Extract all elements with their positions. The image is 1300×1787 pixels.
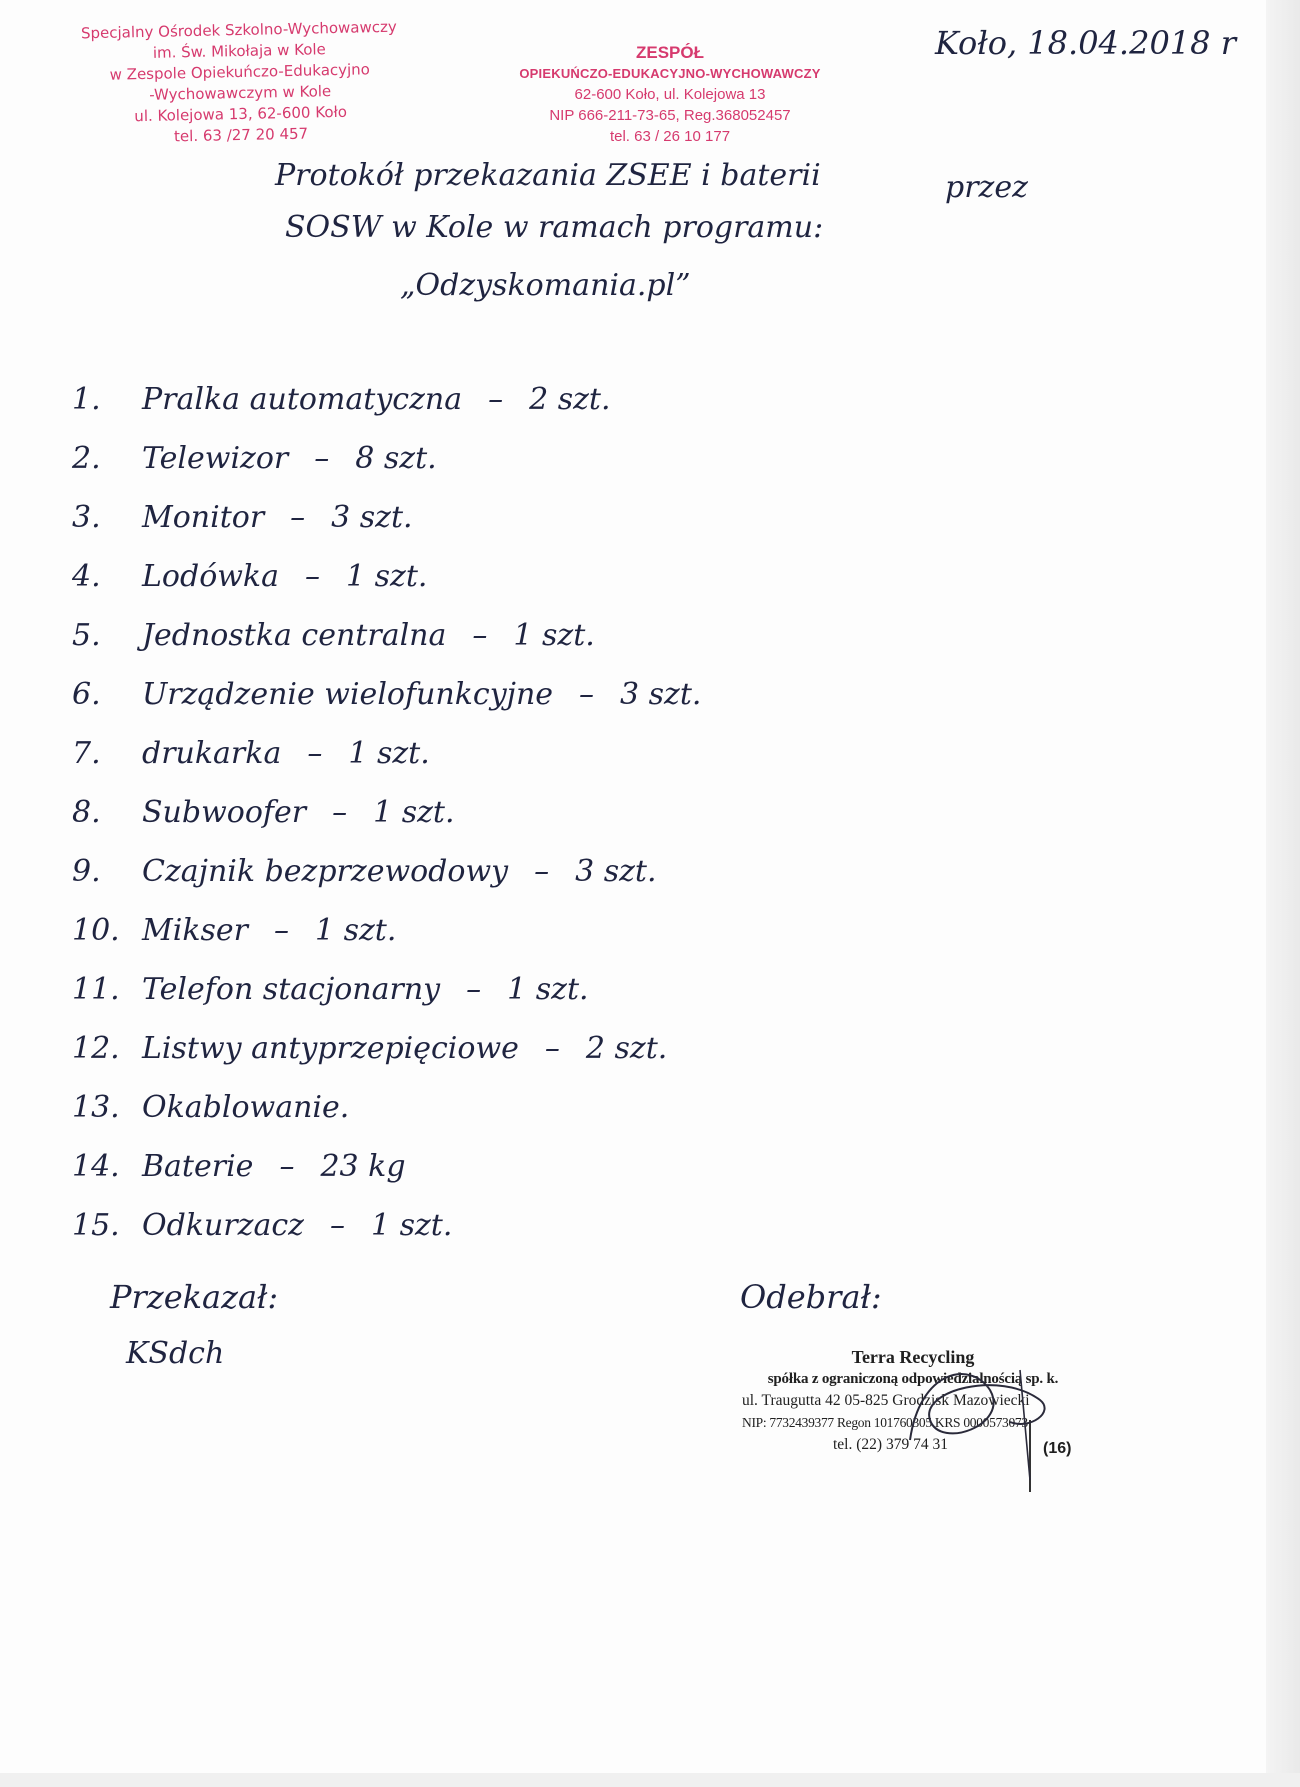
- item-number: 6.: [72, 677, 101, 712]
- item-name: Subwoofer: [142, 795, 307, 830]
- school-stamp-line: Specjalny Ośrodek Szkolno-Wychowawczy: [80, 17, 397, 43]
- school-stamp-line: im. Św. Mikołaja w Kole: [152, 40, 326, 62]
- school-stamp-line: ul. Kolejowa 13, 62-600 Koło: [134, 102, 348, 126]
- items-list: [72, 370, 701, 1255]
- item-number: 9.: [72, 854, 101, 889]
- item-dash: –: [472, 618, 488, 653]
- item-quantity: 1 szt.: [348, 736, 430, 771]
- company-legal-form: spółka z ograniczoną odpowiedzialnością sp. k.: [767, 1371, 1059, 1387]
- item-name: Czajnik bezprzewodowy: [142, 854, 509, 889]
- item-dash: –: [314, 441, 330, 476]
- item-dash: –: [488, 382, 504, 417]
- item-quantity: 3 szt.: [331, 500, 413, 535]
- item-quantity: 1 szt.: [507, 972, 589, 1007]
- item-name: Listwy antyprzepięciowe: [142, 1031, 519, 1066]
- stamp-number: (16): [1043, 1440, 1072, 1457]
- item-quantity: 23 kg: [320, 1149, 406, 1184]
- company-address: ul. Traugutta 42 05-825 Grodzisk Mazowiecki: [742, 1392, 1030, 1409]
- item-dash: –: [579, 677, 595, 712]
- item-number: 14.: [72, 1149, 120, 1184]
- organization-stamp-title: ZESPÓŁ: [635, 43, 704, 62]
- list-item: [72, 665, 701, 724]
- item-quantity: 3 szt.: [620, 677, 702, 712]
- item-dash: –: [273, 913, 289, 948]
- item-number: 8.: [72, 795, 101, 830]
- item-number: 1.: [72, 382, 101, 417]
- item-dash: –: [329, 1208, 345, 1243]
- item-quantity: 1 szt.: [346, 559, 428, 594]
- item-number: 15.: [72, 1208, 120, 1243]
- organization-stamp-address: 62-600 Koło, ul. Kolejowa 13: [574, 86, 766, 103]
- item-dash: –: [307, 736, 323, 771]
- item-name: Mikser: [142, 913, 248, 948]
- item-number: 2.: [72, 441, 101, 476]
- item-number: 5.: [72, 618, 101, 653]
- item-quantity: 8 szt.: [355, 441, 437, 476]
- item-number: 10.: [72, 913, 120, 948]
- item-name: Jednostka centralna: [142, 618, 447, 653]
- list-item: [72, 724, 701, 783]
- list-item: [72, 1019, 701, 1078]
- item-name: Pralka automatyczna: [142, 382, 463, 417]
- title-line-1: Protokół przekazania ZSEE i baterii: [275, 158, 821, 193]
- item-name: Okablowanie.: [142, 1090, 350, 1125]
- list-item: [72, 842, 701, 901]
- item-quantity: 3 szt.: [575, 854, 657, 889]
- organization-stamp-tel: tel. 63 / 26 10 177: [609, 128, 731, 145]
- item-name: Telewizor: [142, 441, 289, 476]
- item-number: 3.: [72, 500, 101, 535]
- title-line-2: SOSW w Kole w ramach programu:: [285, 210, 824, 245]
- list-item: [72, 429, 701, 488]
- list-item: [72, 1196, 701, 1255]
- handed-over-signature: KSdch: [126, 1336, 225, 1371]
- organization-stamp: [470, 42, 870, 147]
- signature-stroke: [910, 1374, 1045, 1440]
- handed-over-label: Przekazał:: [110, 1278, 279, 1316]
- item-name: Odkurzacz: [142, 1208, 304, 1243]
- item-name: Telefon stacjonarny: [142, 972, 441, 1007]
- item-number: 7.: [72, 736, 101, 771]
- school-stamp-line: -Wychowawczym w Kole: [149, 82, 332, 104]
- item-dash: –: [466, 972, 482, 1007]
- item-quantity: 1 szt.: [373, 795, 455, 830]
- list-item: [72, 901, 701, 960]
- item-name: drukarka: [142, 736, 282, 771]
- item-dash: –: [534, 854, 550, 889]
- item-quantity: 2 szt.: [585, 1031, 668, 1066]
- item-dash: –: [544, 1031, 560, 1066]
- title-line-3: „Odzyskomania.pl”: [400, 268, 691, 303]
- item-dash: –: [279, 1149, 295, 1184]
- item-dash: –: [290, 500, 306, 535]
- place-date: Koło, 18.04.2018 r: [935, 24, 1236, 62]
- school-stamp-line: w Zespole Opiekuńczo-Edukacyjno: [109, 60, 371, 84]
- scan-edge-right: [1266, 0, 1300, 1787]
- item-number: 13.: [72, 1090, 120, 1125]
- signature-stroke: [1020, 1370, 1030, 1480]
- school-stamp: [39, 16, 442, 150]
- received-label: Odebrał:: [740, 1278, 882, 1316]
- item-name: Monitor: [142, 500, 265, 535]
- item-quantity: 1 szt.: [370, 1208, 453, 1243]
- organization-stamp-subtitle: OPIEKUŃCZO-EDUKACYJNO-WYCHOWAWCZY: [519, 66, 821, 81]
- item-number: 4.: [72, 559, 101, 594]
- company-tel: tel. (22) 379 74 31: [833, 1436, 948, 1453]
- list-item: [72, 488, 701, 547]
- list-item: [72, 547, 701, 606]
- item-dash: –: [305, 559, 320, 594]
- item-quantity: 2 szt.: [529, 382, 611, 417]
- list-item: [72, 783, 701, 842]
- list-item: [72, 960, 701, 1019]
- item-dash: –: [332, 795, 348, 830]
- list-item: [72, 1137, 701, 1196]
- item-name: Urządzenie wielofunkcyjne: [142, 677, 554, 712]
- school-stamp-line: tel. 63 /27 20 457: [173, 124, 309, 146]
- company-name: Terra Recycling: [851, 1347, 975, 1367]
- item-name: Baterie: [142, 1149, 254, 1184]
- item-quantity: 1 szt.: [314, 913, 397, 948]
- list-item: [72, 370, 701, 429]
- item-number: 11.: [72, 972, 120, 1007]
- item-name: Lodówka: [142, 559, 279, 594]
- list-item: [72, 606, 701, 665]
- item-number: 12.: [72, 1031, 120, 1066]
- organization-stamp-ids: NIP 666-211-73-65, Reg.368052457: [549, 107, 791, 124]
- scan-edge-bottom: [0, 1773, 1300, 1787]
- company-ids: NIP: 7732439377 Regon 101760305 KRS 0000573073: [742, 1415, 1028, 1430]
- receiver-signature-scribble: [880, 1330, 1080, 1490]
- title-line-1-end: przez: [945, 170, 1028, 205]
- item-quantity: 1 szt.: [513, 618, 595, 653]
- list-item: [72, 1078, 701, 1137]
